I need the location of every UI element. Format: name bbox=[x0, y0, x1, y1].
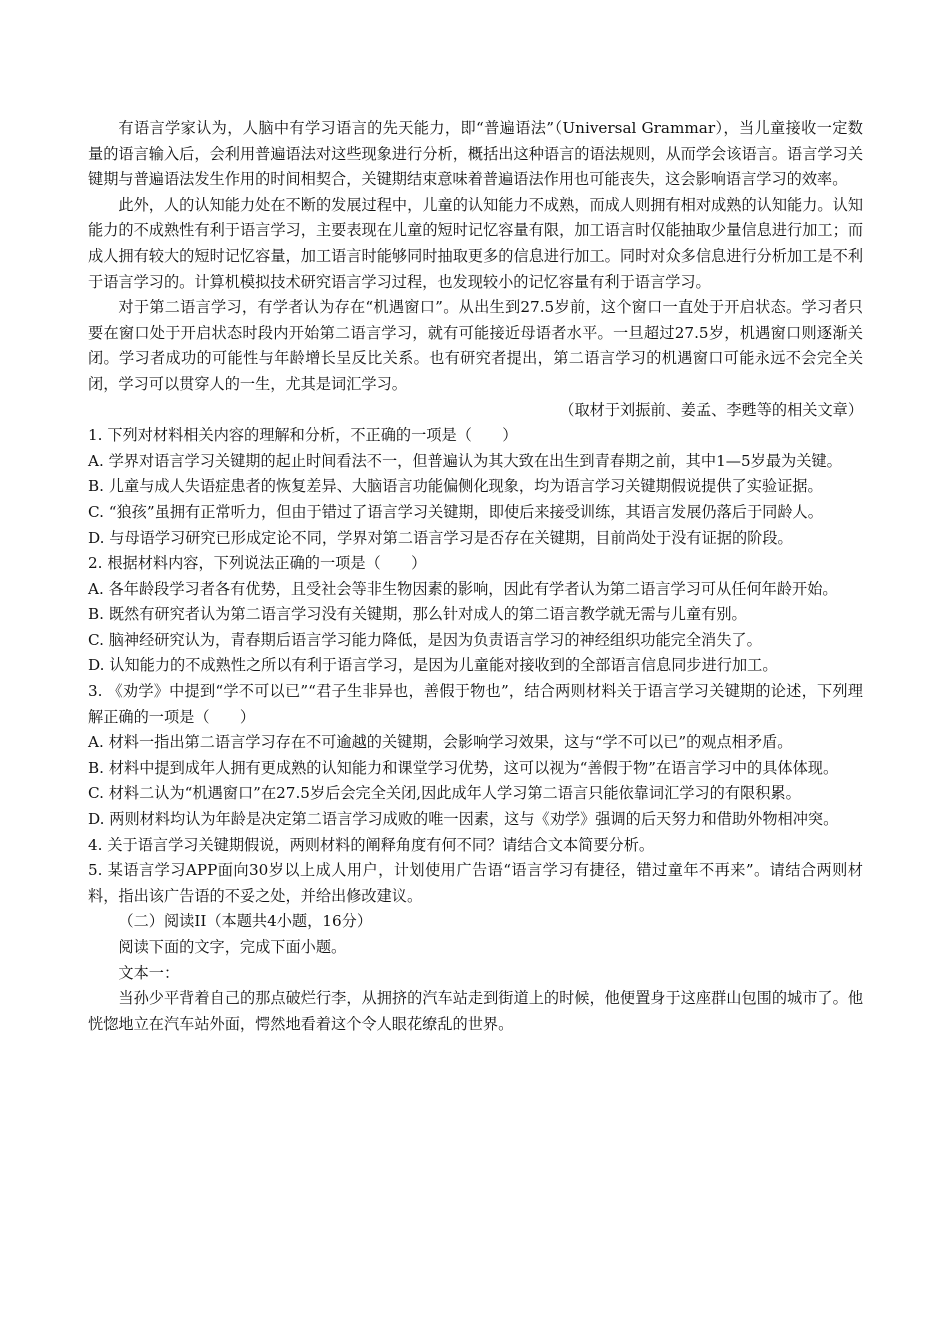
question-2 bbox=[88, 551, 863, 679]
question-stem: 1. 下列对材料相关内容的理解和分析，不正确的一项是（ ） bbox=[88, 426, 518, 445]
option-d: D. 两则材料均认为年龄是决定第二语言学习成败的唯一因素，这与《劝学》强调的后天努力和借助外物相冲突。 bbox=[88, 810, 839, 829]
option-c: C. 材料二认为“机遇窗口”在27.5岁后会完全关闭,因此成年人学习第二语言只能依靠词汇学习的有限积累。 bbox=[88, 784, 801, 803]
question-3 bbox=[88, 679, 863, 833]
question-4 bbox=[88, 833, 863, 859]
passage-paragraph-3: 对于第二语言学习，有学者认为存在“机遇窗口”。从出生到27.5岁前，这个窗口一直处于开启状态。学习者只要在窗口处于开启状态时段内开始第二语言学习，就有可能接近母语者水平。一旦超过27.5岁，机遇窗口则逐渐关闭。学习者成功的可能性与年龄增长呈反比关系。也有研究者提出，第二语言学习的机遇窗口可能永远不会完全关闭，学习可以贯穿人的一生，尤其是词汇学习。 bbox=[88, 298, 863, 393]
option-b: B. 材料中提到成年人拥有更成熟的认知能力和课堂学习优势，这可以视为“善假于物”在语言学习中的具体体现。 bbox=[88, 758, 839, 777]
text-paragraph-1: 当孙少平背着自己的那点破烂行李，从拥挤的汽车站走到街道上的时候，他便置身于这座群山包围的城市了。他恍惚地立在汽车站外面，愕然地看着这个令人眼花缭乱的世界。 bbox=[88, 989, 863, 1033]
question-stem: 3. 《劝学》中提到“学不可以已”“君子生非异也，善假于物也”，结合两则材料关于语言学习关键期的论述，下列理解正确的一项是（ ） bbox=[88, 682, 863, 726]
option-c: C. 脑神经研究认为，青春期后语言学习能力降低，是因为负责语言学习的神经组织功能完全消失了。 bbox=[88, 630, 762, 649]
document-page bbox=[88, 116, 863, 1037]
option-a: A. 各年龄段学习者各有优势，且受社会等非生物因素的影响，因此有学者认为第二语言学习可从任何年龄开始。 bbox=[88, 579, 838, 598]
question-1 bbox=[88, 423, 863, 551]
section-instruction: 阅读下面的文字，完成下面小题。 bbox=[118, 938, 347, 956]
option-b: B. 既然有研究者认为第二语言学习没有关键期，那么针对成人的第二语言教学就无需与儿童有别。 bbox=[88, 605, 747, 624]
option-d: D. 与母语学习研究已形成定论不同，学界对第二语言学习是否存在关键期，目前尚处于没有证据的阶段。 bbox=[88, 528, 793, 547]
question-5 bbox=[88, 858, 863, 909]
passage-source: （取材于刘振前、姜孟、李甦等的相关文章） bbox=[559, 400, 863, 419]
option-b: B. 儿童与成人失语症患者的恢复差异、大脑语言功能偏侧化现象，均为语言学习关键期假说提供了实验证据。 bbox=[88, 477, 823, 496]
option-a: A. 材料一指出第二语言学习存在不可逾越的关键期，会影响学习效果，这与“学不可以已”的观点相矛盾。 bbox=[88, 733, 793, 752]
question-stem: 4. 关于语言学习关键期假说，两则材料的阐释角度有何不同？请结合文本简要分析。 bbox=[88, 835, 655, 854]
passage-paragraph-1: 有语言学家认为，人脑中有学习语言的先天能力，即“普遍语法”（Universal Grammar），当儿童接收一定数量的语言输入后，会利用普遍语法对这些现象进行分析，概括出这种语言的语法规则，从而学会该语言。语言学习关键期与普遍语法发生作用的时间相契合，关键期结束意味着普遍语法作用也可能丧失，这会影响语言学习的效率。 bbox=[88, 119, 863, 189]
option-d: D. 认知能力的不成熟性之所以有利于语言学习，是因为儿童能对接收到的全部语言信息同步进行加工。 bbox=[88, 656, 778, 675]
text-label: 文本一： bbox=[118, 963, 180, 982]
question-stem: 2. 根据材料内容，下列说法正确的一项是（ ） bbox=[88, 554, 427, 573]
passage-paragraph-2: 此外，人的认知能力处在不断的发展过程中，儿童的认知能力不成熟，而成人则拥有相对成熟的认知能力。认知能力的不成熟性有利于语言学习，主要表现在儿童的短时记忆容量有限，加工语言时仅能抽取少量信息进行加工；而成人拥有较大的短时记忆容量，加工语言时能够同时抽取更多的信息进行加工。同时对众多信息进行分析加工是不利于语言学习的。计算机模拟技术研究语言学习过程，也发现较小的记忆容量有利于语言学习。 bbox=[88, 195, 863, 291]
section-heading: （二）阅读II（本题共4小题，16分） bbox=[118, 912, 373, 931]
question-stem: 5. 某语言学习APP面向30岁以上成人用户，计划使用广告语“语言学习有捷径，错过童年不再来”。请结合两则材料，指出该广告语的不妥之处，并给出修改建议。 bbox=[88, 861, 863, 905]
option-c: C. “狼孩”虽拥有正常听力，但由于错过了语言学习关键期，即使后来接受训练，其语言发展仍落后于同龄人。 bbox=[88, 502, 823, 521]
option-a: A. 学界对语言学习关键期的起止时间看法不一，但普遍认为其大致在出生到青春期之前，其中1—5岁最为关键。 bbox=[88, 451, 842, 470]
